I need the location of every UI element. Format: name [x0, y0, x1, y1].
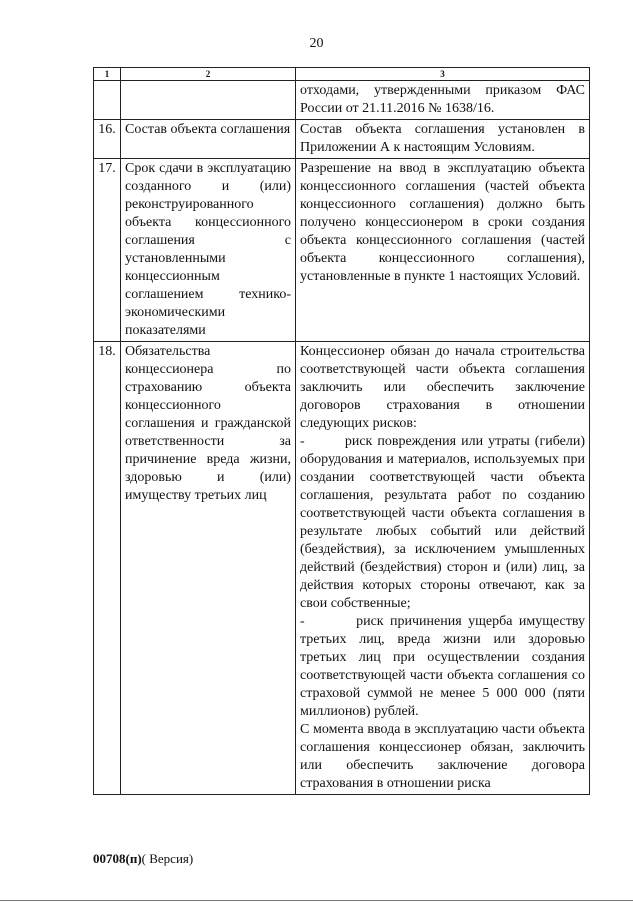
table-row [94, 120, 590, 159]
paragraph: Состав объекта соглашения установлен в Приложении А к настоящим Условиям. [300, 122, 585, 155]
row-content [296, 159, 590, 342]
row-number [94, 81, 121, 120]
row-number: 18. [94, 342, 121, 795]
bottom-edge-line [0, 900, 633, 901]
paragraph: С момента ввода в эксплуатацию части объекта соглашения концессионер обязан, заключить или обеспечить заключение договора страхования в отношении риска [300, 722, 585, 791]
row-number: 16. [94, 120, 121, 159]
column-number-2: 2 [121, 68, 296, 81]
table-row [94, 159, 590, 342]
conditions-table [93, 67, 590, 795]
table-row [94, 342, 590, 795]
column-number-1: 1 [94, 68, 121, 81]
paragraph: - риск повреждения или утраты (гибели) оборудования и материалов, используемых при создании соответствующей части объекта соглашения, результата работ по созданию соответствующей части объекта соглашения в результате любых событий или действий (бездействия), за исключением умышленных действий (бездействия) сторон и (или) лиц, за действия которых стороны отвечают, как за свои собственные; [300, 434, 585, 611]
row-content [296, 120, 590, 159]
row-content [296, 81, 590, 120]
document-code [93, 851, 193, 867]
paragraph: Концессионер обязан до начала строительства соответствующей части объекта соглашения заключить или обеспечить заключение договоров страхования в отношении следующих рисков: [300, 344, 585, 431]
paragraph: отходами, утвержденными приказом ФАС России от 21.11.2016 № 1638/16. [300, 83, 585, 116]
table-row [94, 81, 590, 120]
row-content [296, 342, 590, 795]
row-title: Состав объекта соглашения [121, 120, 296, 159]
row-number: 17. [94, 159, 121, 342]
document-version: ( Версия) [141, 851, 194, 866]
paragraph: Разрешение на ввод в эксплуатацию объекта концессионного соглашения (частей объекта концессионного соглашения) должно быть получено концессионером в сроки создания объекта концессионного соглашения (частей объекта концессионного соглашения), установленные в пункте 1 настоящих Условий. [300, 161, 585, 284]
row-title [121, 81, 296, 120]
page-number: 20 [309, 36, 324, 51]
row-title: Обязательства концессионера по страхованию объекта концессионного соглашения и гражданской ответственности за причинение вреда жизни, здоровью и (или) имуществу третьих лиц [121, 342, 296, 795]
row-title: Срок сдачи в эксплуатацию созданного и (или) реконструированного объекта концессионного соглашения с установленными концессионным соглашением технико-экономическими показателями [121, 159, 296, 342]
document-code-number: 00708(п) [93, 851, 142, 866]
paragraph: - риск причинения ущерба имуществу третьих лиц, вреда жизни или здоровью третьих лиц при осуществлении создания соответствующей части объекта соглашения со страховой суммой не менее 5 000 000 (пяти миллионов) рублей. [300, 614, 585, 719]
column-number-row [94, 68, 590, 81]
column-number-3: 3 [296, 68, 590, 81]
